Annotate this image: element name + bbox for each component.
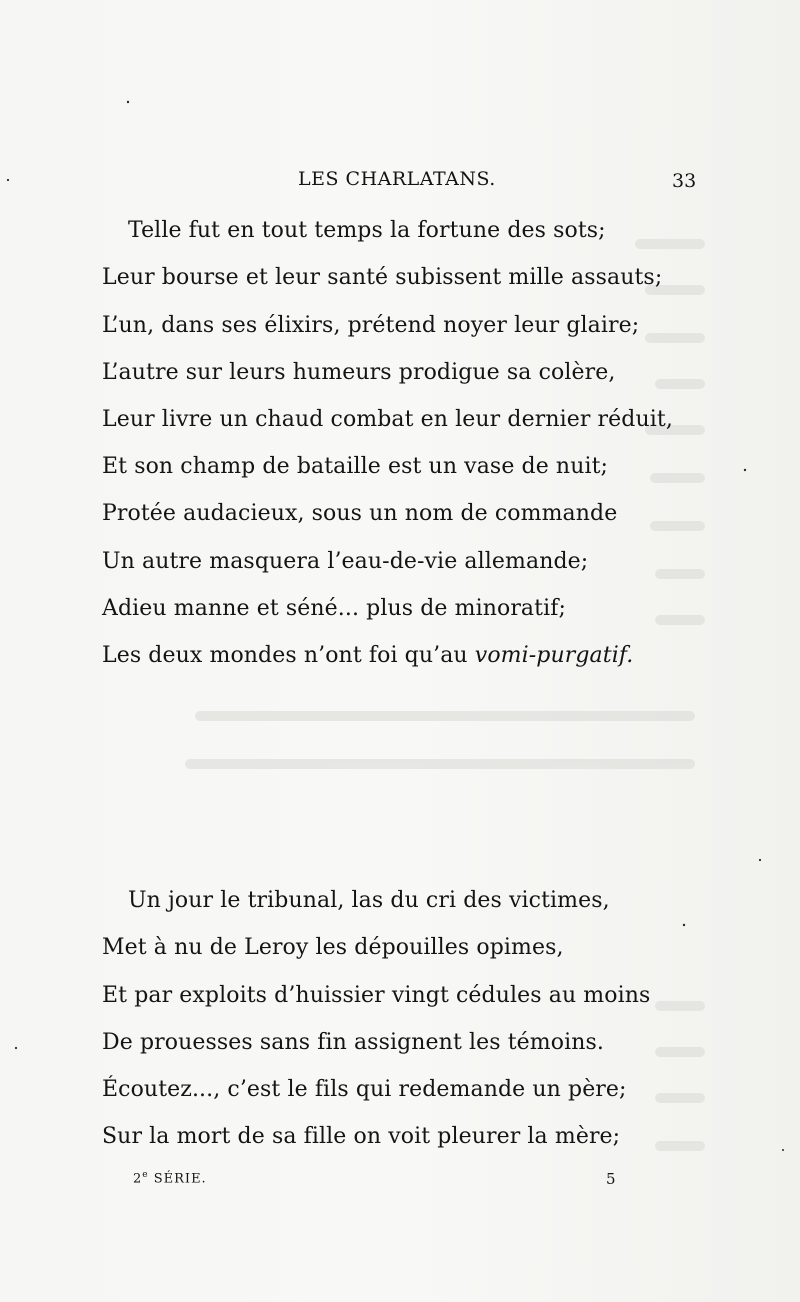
verse-line: Adieu manne et séné... plus de minoratif; [102, 596, 566, 621]
verse-line: Un jour le tribunal, las du cri des victimes, [128, 888, 610, 913]
verse-line: Et par exploits d’huissier vingt cédules au moins [102, 983, 651, 1008]
signature-num: 2 [133, 1171, 143, 1187]
signature-number: 5 [606, 1170, 616, 1188]
signature-sup: e [142, 1170, 149, 1180]
verse-text: Les deux mondes n’ont foi qu’au [102, 643, 468, 668]
running-header [0, 168, 800, 198]
verse-line: Telle fut en tout temps la fortune des sots; [128, 218, 606, 243]
signature-label: SÉRIE. [153, 1171, 207, 1187]
verse-line: Sur la mort de sa fille on voit pleurer la mère; [102, 1124, 621, 1149]
page-number: 33 [672, 170, 697, 192]
running-title: LES CHARLATANS. [298, 168, 496, 190]
verse-line: Écoutez..., c’est le fils qui redemande un père; [102, 1077, 627, 1102]
verse-line: De prouesses sans fin assignent les témoins. [102, 1030, 604, 1055]
verse-line: Un autre masquera l’eau-de-vie allemande; [102, 549, 589, 574]
verse-line: Leur bourse et leur santé subissent mille assauts; [102, 265, 663, 290]
verse-line: Et son champ de bataille est un vase de nuit; [102, 454, 609, 479]
italic-term: vomi-purgatif. [474, 643, 634, 668]
verse-line: L’autre sur leurs humeurs prodigue sa colère, [102, 360, 616, 385]
signature-mark [133, 1170, 207, 1186]
verse-line-last [102, 643, 633, 668]
verse-line: Protée audacieux, sous un nom de commande [102, 501, 618, 526]
verse-line: Leur livre un chaud combat en leur dernier réduit, [102, 407, 673, 432]
verse-line: L’un, dans ses élixirs, prétend noyer leur glaire; [102, 313, 640, 338]
page-footer [0, 1170, 800, 1194]
verse-line: Met à nu de Leroy les dépouilles opimes, [102, 935, 564, 960]
